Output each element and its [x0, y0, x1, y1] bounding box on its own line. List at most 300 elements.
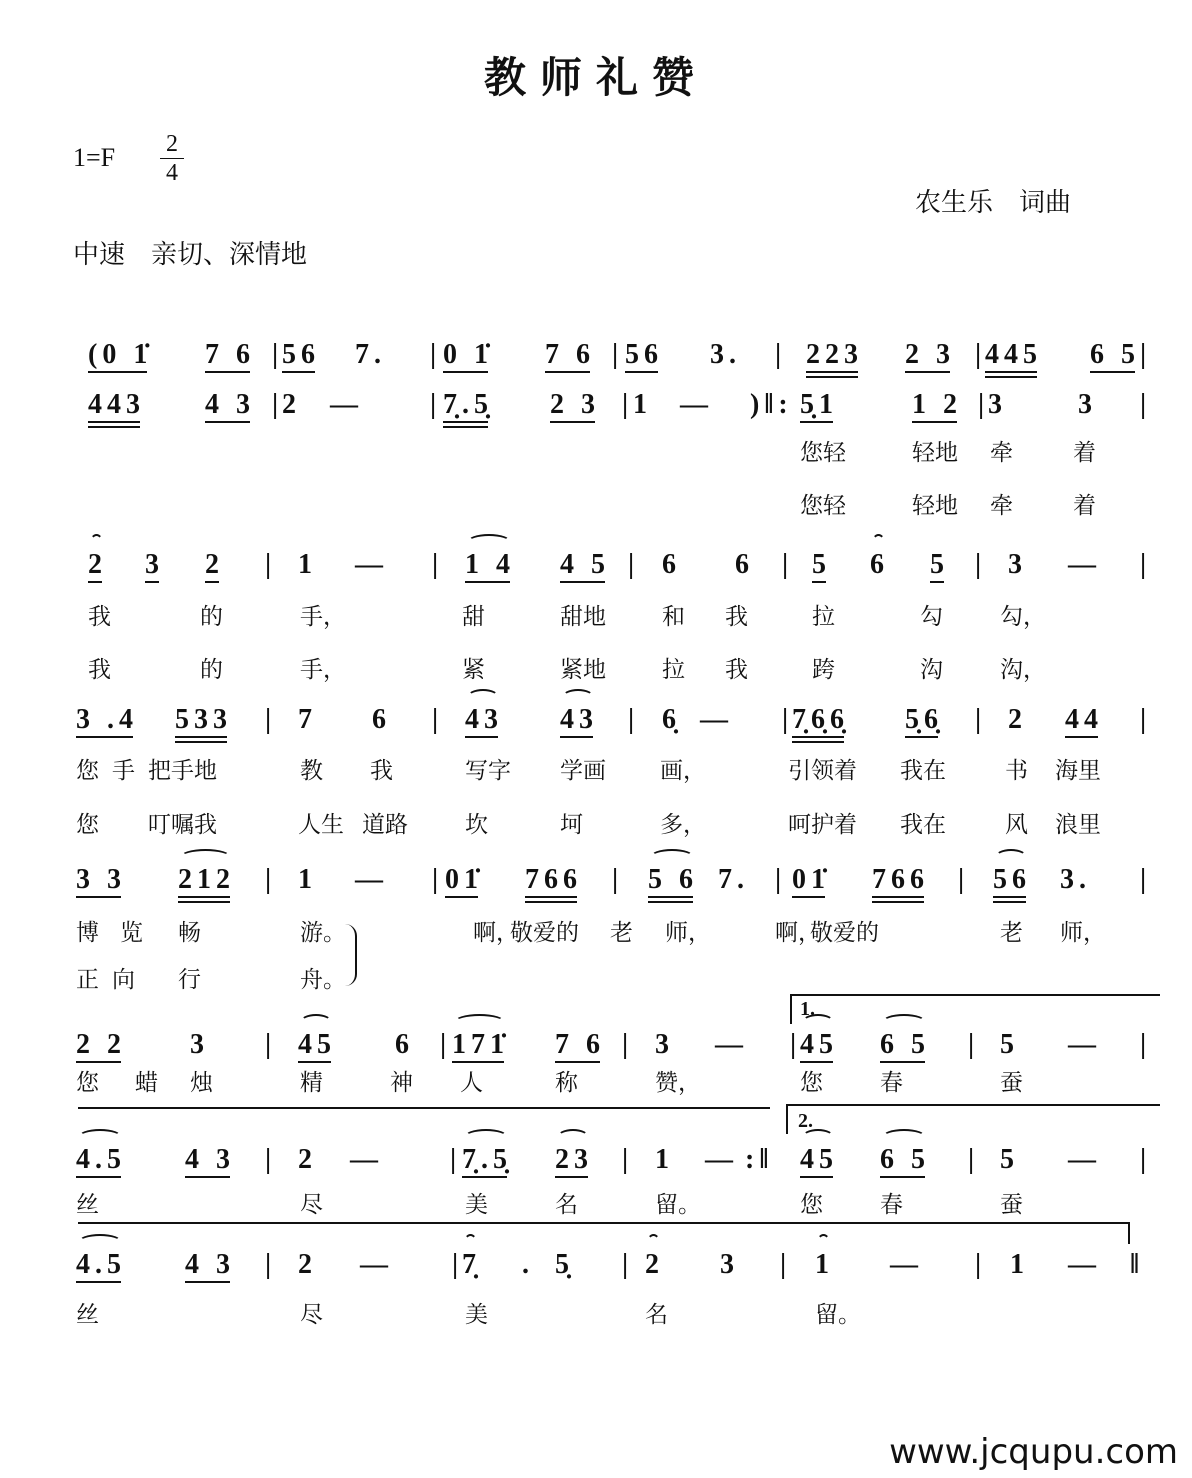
- slur-mark: [557, 1129, 589, 1145]
- note-group: 5: [812, 550, 831, 580]
- note-group: 4.5: [76, 1145, 126, 1175]
- lyric-syllable: 师，: [665, 920, 711, 946]
- slur-mark: [180, 849, 231, 865]
- lyric-syllable: 牵: [990, 440, 1013, 466]
- slur-mark: [882, 1014, 926, 1030]
- lyric-syllable: 师，: [1060, 920, 1106, 946]
- note-group: 2 3: [905, 340, 955, 370]
- lyric-syllable: 尽: [300, 1302, 323, 1328]
- beam-underline: [76, 1176, 121, 1178]
- beam-underline: [178, 896, 230, 898]
- beam-underline: [880, 1176, 925, 1178]
- beam-underline: [443, 421, 488, 423]
- lyric-syllable: 画，: [660, 758, 706, 784]
- note-group: 1: [298, 864, 317, 895]
- note-group: 23: [555, 1145, 593, 1175]
- barline: |: [272, 389, 284, 420]
- note-group: 2: [1008, 704, 1027, 735]
- barline: |: [782, 704, 794, 735]
- note-group: 4 3: [185, 1250, 235, 1280]
- beam-underline: [282, 371, 315, 373]
- barline: |: [968, 1029, 980, 1060]
- lyric-syllable: 舟。: [300, 967, 346, 993]
- barline: |: [265, 1249, 277, 1280]
- barline: |: [780, 1249, 792, 1280]
- note-group: 223: [806, 340, 863, 370]
- note-group: 3 3: [76, 865, 126, 895]
- barline: |: [628, 704, 640, 735]
- lyric-syllable: 神: [390, 1070, 413, 1096]
- lyric-syllable: 览: [120, 920, 143, 946]
- note-group: 5: [1000, 1029, 1019, 1060]
- note-group: 7.: [718, 864, 749, 895]
- lyric-syllable: 风: [1005, 812, 1028, 838]
- beam-underline: [806, 376, 858, 378]
- note-group: 4.5: [76, 1250, 126, 1280]
- beam-underline: [88, 581, 102, 583]
- slur-mark: [872, 534, 885, 550]
- beam-underline: [88, 426, 140, 428]
- lyric-syllable: 我: [370, 758, 393, 784]
- lyric-syllable: 我: [88, 604, 111, 630]
- note-group: 7 6: [205, 340, 255, 370]
- barline: |: [1140, 339, 1152, 370]
- lyric-syllable: 浪里: [1055, 812, 1101, 838]
- note-group: 43: [560, 705, 598, 735]
- lyric-syllable: 把手地: [148, 758, 217, 784]
- note-group: 01̇: [792, 865, 830, 895]
- slur-mark: [300, 1014, 332, 1030]
- lyric-syllable: 向: [112, 967, 135, 993]
- lyric-syllable: 博: [76, 920, 99, 946]
- barline: |: [628, 549, 640, 580]
- slur-mark: [467, 534, 511, 550]
- note-group: 5̣1: [800, 390, 838, 420]
- lyric-syllable: 道路: [362, 812, 408, 838]
- system-divider: [78, 1107, 770, 1109]
- tempo-marking: 中速 亲切、深情地: [73, 240, 308, 270]
- lyric-syllable: 手，: [300, 657, 346, 683]
- lyric-syllable: 您: [800, 1192, 823, 1218]
- lyric-syllable: 我: [725, 604, 748, 630]
- barline: |: [975, 704, 987, 735]
- note-group: 445: [985, 340, 1042, 370]
- beam-underline: [792, 741, 844, 743]
- slur-mark: [467, 689, 499, 705]
- note-group: 6̣: [662, 704, 681, 735]
- lyric-syllable: 我在: [900, 758, 946, 784]
- note-group: 212: [178, 865, 235, 895]
- lyric-syllable: 春: [880, 1192, 903, 1218]
- lyric-syllable: 跨: [812, 657, 835, 683]
- lyric-syllable: 人生: [298, 812, 344, 838]
- beam-underline: [76, 1281, 121, 1283]
- lyric-syllable: 称: [555, 1070, 578, 1096]
- barline: |: [622, 1029, 634, 1060]
- lyric-syllable: 尽: [300, 1192, 323, 1218]
- beam-underline: [792, 896, 825, 898]
- key-signature: 1=F: [73, 143, 116, 172]
- lyric-syllable: 烛: [190, 1070, 213, 1096]
- note-group: 56: [282, 340, 320, 370]
- note-group: 44: [1065, 705, 1103, 735]
- lyric-syllable: 拉: [812, 604, 835, 630]
- note-group: 3: [720, 1249, 739, 1280]
- beam-underline: [872, 896, 924, 898]
- note-group: 1: [1010, 1249, 1029, 1280]
- lyric-syllable: 正: [76, 967, 99, 993]
- note-group: 6 5: [1090, 340, 1140, 370]
- beam-underline: [178, 901, 230, 903]
- volta-2-bracket: [786, 1104, 1160, 1106]
- lyric-syllable: 您轻: [800, 493, 846, 519]
- barline: |: [1140, 1144, 1152, 1175]
- slur-mark: [90, 534, 103, 550]
- note-group: —: [715, 1029, 748, 1060]
- note-group: 766: [872, 865, 929, 895]
- barline: |: [265, 1029, 277, 1060]
- lyric-syllable: 留。: [655, 1192, 701, 1218]
- barline: |: [432, 864, 444, 895]
- note-group: —: [1068, 1144, 1101, 1175]
- note-group: 171̇: [452, 1030, 509, 1060]
- note-group: 7 6: [555, 1030, 605, 1060]
- note-group: —: [330, 389, 363, 420]
- barline: |: [265, 864, 277, 895]
- time-signature: [160, 130, 184, 187]
- beam-underline: [550, 421, 595, 423]
- beam-underline: [445, 896, 478, 898]
- barline: |: [612, 864, 624, 895]
- beam-underline: [560, 736, 593, 738]
- note-group: 7̣.5̣: [443, 390, 493, 420]
- lyric-syllable: 游。: [300, 920, 346, 946]
- lyric-syllable: 美: [465, 1302, 488, 1328]
- barline: |: [432, 704, 444, 735]
- note-group: 4 5: [560, 550, 610, 580]
- barline: |: [440, 1029, 452, 1060]
- note-group: 6 5: [880, 1030, 930, 1060]
- beam-underline: [792, 736, 844, 738]
- barline: ‖: [1130, 1249, 1145, 1280]
- lyric-syllable: 牵: [990, 493, 1013, 519]
- note-group: .: [522, 1249, 534, 1280]
- note-group: —: [355, 549, 388, 580]
- lyric-syllable: 甜: [462, 604, 485, 630]
- slur-mark: [464, 1129, 508, 1145]
- lyric-syllable: 手，: [300, 604, 346, 630]
- lyric-syllable: 名: [645, 1302, 668, 1328]
- beam-underline: [145, 581, 159, 583]
- beam-underline: [525, 901, 577, 903]
- beam-underline: [880, 1061, 925, 1063]
- note-group: —: [1068, 1249, 1101, 1280]
- note-group: 533: [175, 705, 232, 735]
- beam-underline: [443, 371, 488, 373]
- barline: )‖:: [750, 389, 793, 420]
- barline: |: [430, 339, 442, 370]
- lyric-syllable: 蜡: [135, 1070, 158, 1096]
- barline: |: [1140, 864, 1152, 895]
- note-group: 3: [1008, 549, 1027, 580]
- note-group: 3.: [710, 339, 741, 370]
- lyric-syllable: 拉: [662, 657, 685, 683]
- lyric-syllable: 沟: [920, 657, 943, 683]
- note-group: 1: [633, 389, 652, 420]
- barline: |: [622, 1144, 634, 1175]
- beam-underline: [185, 1281, 230, 1283]
- lyric-syllable: 的: [200, 604, 223, 630]
- lyric-syllable: 您: [76, 812, 99, 838]
- note-group: 1: [298, 549, 317, 580]
- volta-1-label: 1.: [800, 998, 815, 1020]
- note-group: 3 .4: [76, 705, 138, 735]
- note-group: 1: [815, 1250, 834, 1280]
- volta-2-bracket-edge: [786, 1104, 788, 1134]
- beam-underline: [993, 896, 1026, 898]
- lyric-syllable: 我: [88, 657, 111, 683]
- author-credit: 农生乐 词曲: [915, 188, 1072, 218]
- note-group: 7̣: [462, 1250, 481, 1280]
- lyric-syllable: 名: [555, 1192, 578, 1218]
- note-group: 5: [930, 550, 949, 580]
- barline: |: [450, 1144, 462, 1175]
- barline: |: [975, 1249, 987, 1280]
- beam-underline: [800, 1176, 833, 1178]
- note-group: 5̣: [555, 1249, 574, 1280]
- barline: |: [782, 549, 794, 580]
- beam-underline: [625, 371, 658, 373]
- note-group: 01̇: [445, 865, 483, 895]
- beam-underline: [985, 376, 1037, 378]
- lyric-syllable: 轻地: [912, 493, 958, 519]
- note-group: 4 3: [185, 1145, 235, 1175]
- note-group: 45: [800, 1145, 838, 1175]
- watermark: www.jcqupu.com: [889, 1432, 1178, 1472]
- lyric-syllable: 畅: [178, 920, 201, 946]
- note-group: 2 2: [76, 1030, 126, 1060]
- barline: |: [272, 339, 284, 370]
- beam-underline: [560, 581, 605, 583]
- note-group: 1: [655, 1144, 674, 1175]
- lyric-syllable: 海里: [1055, 758, 1101, 784]
- beam-underline: [76, 896, 121, 898]
- note-group: 3: [145, 550, 164, 580]
- note-group: —: [890, 1249, 923, 1280]
- beam-underline: [930, 581, 944, 583]
- note-group: 2: [298, 1249, 317, 1280]
- barline: |: [265, 704, 277, 735]
- note-group: —: [700, 704, 733, 735]
- note-group: 56: [993, 865, 1031, 895]
- lyric-syllable: 丝: [76, 1192, 99, 1218]
- barline: |: [775, 864, 787, 895]
- note-group: 5 6: [648, 865, 698, 895]
- lyric-syllable: 您: [76, 1070, 99, 1096]
- beam-underline: [648, 901, 693, 903]
- beam-underline: [175, 736, 227, 738]
- lyric-syllable: 蚕: [1000, 1192, 1023, 1218]
- beam-underline: [76, 1061, 121, 1063]
- beam-underline: [175, 741, 227, 743]
- beam-underline: [76, 736, 133, 738]
- lyric-syllable: 紧地: [560, 657, 606, 683]
- lyric-syllable: 手: [112, 758, 135, 784]
- lyric-syllable: 赞，: [655, 1070, 701, 1096]
- lyric-syllable: 多，: [660, 812, 706, 838]
- barline: |: [265, 549, 277, 580]
- barline: |: [968, 1144, 980, 1175]
- slur-mark: [78, 1129, 122, 1145]
- barline: |: [622, 1249, 634, 1280]
- beam-underline: [872, 901, 924, 903]
- lyric-syllable: 沟，: [1000, 657, 1046, 683]
- lyric-syllable: 留。: [815, 1302, 861, 1328]
- verse-brace: [345, 924, 357, 986]
- lyric-syllable: 老: [1000, 920, 1023, 946]
- note-group: 3: [655, 1029, 674, 1060]
- beam-underline: [462, 1176, 507, 1178]
- lyric-syllable: 老: [610, 920, 633, 946]
- note-group: 6 5: [880, 1145, 930, 1175]
- lyric-syllable: 蚕: [1000, 1070, 1023, 1096]
- note-group: 6: [870, 550, 889, 580]
- lyric-syllable: 丝: [76, 1302, 99, 1328]
- system-divider-2: [78, 1222, 1128, 1224]
- slur-mark: [464, 1234, 477, 1250]
- lyric-syllable: 和: [662, 604, 685, 630]
- note-group: 5̣6̣: [905, 705, 943, 735]
- barline: |: [978, 389, 990, 420]
- slur-mark: [995, 849, 1027, 865]
- ending-bracket-edge: [1128, 1222, 1130, 1244]
- note-group: 6: [372, 704, 391, 735]
- barline: |: [975, 549, 987, 580]
- lyric-syllable: 行: [178, 967, 201, 993]
- meter-bottom: 4: [160, 158, 184, 187]
- lyric-syllable: 呵护着: [788, 812, 857, 838]
- lyric-syllable: 我: [725, 657, 748, 683]
- meter-top: 2: [166, 131, 178, 157]
- lyric-syllable: 敬爱的: [510, 920, 579, 946]
- lyric-syllable: 啊，: [473, 920, 519, 946]
- slur-mark: [562, 689, 594, 705]
- note-group: 43: [465, 705, 503, 735]
- beam-underline: [555, 1176, 588, 1178]
- note-group: 5: [1000, 1144, 1019, 1175]
- note-group: 766: [525, 865, 582, 895]
- beam-underline: [800, 1061, 833, 1063]
- lyric-syllable: 着: [1073, 493, 1096, 519]
- note-group: 6: [735, 549, 754, 580]
- note-group: —: [680, 389, 713, 420]
- note-group: 3.: [1060, 864, 1091, 895]
- note-group: 0 1̇: [443, 340, 493, 370]
- barline: |: [265, 1144, 277, 1175]
- lyric-syllable: 书: [1005, 758, 1028, 784]
- beam-underline: [545, 371, 590, 373]
- volta-2-label: 2.: [798, 1110, 813, 1132]
- note-group: 7̣.5̣: [462, 1145, 512, 1175]
- note-group: —: [1068, 549, 1101, 580]
- beam-underline: [525, 896, 577, 898]
- beam-underline: [465, 581, 510, 583]
- barline: |: [622, 389, 634, 420]
- barline: |: [432, 549, 444, 580]
- lyric-syllable: 勾，: [1000, 604, 1046, 630]
- note-group: 3: [1078, 389, 1097, 420]
- lyric-syllable: 您: [800, 1070, 823, 1096]
- note-group: 7.: [355, 339, 386, 370]
- lyric-syllable: 坷: [560, 812, 583, 838]
- beam-underline: [443, 426, 488, 428]
- beam-underline: [912, 421, 957, 423]
- note-group: 4 3: [205, 390, 255, 420]
- lyric-syllable: 勾: [920, 604, 943, 630]
- beam-underline: [465, 736, 498, 738]
- note-group: 2: [298, 1144, 317, 1175]
- beam-underline: [1090, 371, 1135, 373]
- note-group: 3: [190, 1029, 209, 1060]
- note-group: 45: [800, 1030, 838, 1060]
- beam-underline: [985, 371, 1037, 373]
- slur-mark: [454, 1014, 505, 1030]
- note-group: —: [1068, 1029, 1101, 1060]
- lyric-syllable: 我在: [900, 812, 946, 838]
- note-group: 2: [645, 1250, 664, 1280]
- beam-underline: [905, 736, 938, 738]
- lyric-syllable: 春: [880, 1070, 903, 1096]
- note-group: 7̣6̣6̣: [792, 705, 849, 735]
- beam-underline: [905, 371, 950, 373]
- lyric-syllable: 精: [300, 1070, 323, 1096]
- note-group: —: [705, 1144, 738, 1175]
- note-group: 6: [662, 549, 681, 580]
- lyric-syllable: 引领着: [788, 758, 857, 784]
- barline: |: [612, 339, 624, 370]
- barline: |: [1140, 549, 1152, 580]
- note-group: 45: [298, 1030, 336, 1060]
- lyric-syllable: 敬爱的: [810, 920, 879, 946]
- beam-underline: [205, 581, 219, 583]
- note-group: 7 6: [545, 340, 595, 370]
- barline: :‖: [745, 1144, 774, 1175]
- lyric-syllable: 教: [300, 758, 323, 784]
- note-group: 2: [205, 550, 224, 580]
- note-group: 2 3: [550, 390, 600, 420]
- barline: |: [975, 339, 987, 370]
- lyric-syllable: 您轻: [800, 440, 846, 466]
- barline: |: [1140, 1029, 1152, 1060]
- lyric-syllable: 紧: [462, 657, 485, 683]
- note-group: 3: [988, 389, 1007, 420]
- note-group: 7: [298, 704, 317, 735]
- barline: |: [1140, 389, 1152, 420]
- lyric-syllable: 的: [200, 657, 223, 683]
- barline: |: [452, 1249, 464, 1280]
- barline: |: [1140, 704, 1152, 735]
- lyric-syllable: 轻地: [912, 440, 958, 466]
- slur-mark: [817, 1234, 830, 1250]
- beam-underline: [806, 371, 858, 373]
- note-group: 2: [88, 550, 107, 580]
- lyric-syllable: 写字: [465, 758, 511, 784]
- note-group: 56: [625, 340, 663, 370]
- beam-underline: [205, 421, 250, 423]
- beam-underline: [993, 901, 1026, 903]
- beam-underline: [452, 1061, 504, 1063]
- volta-1-bracket-edge: [790, 994, 792, 1024]
